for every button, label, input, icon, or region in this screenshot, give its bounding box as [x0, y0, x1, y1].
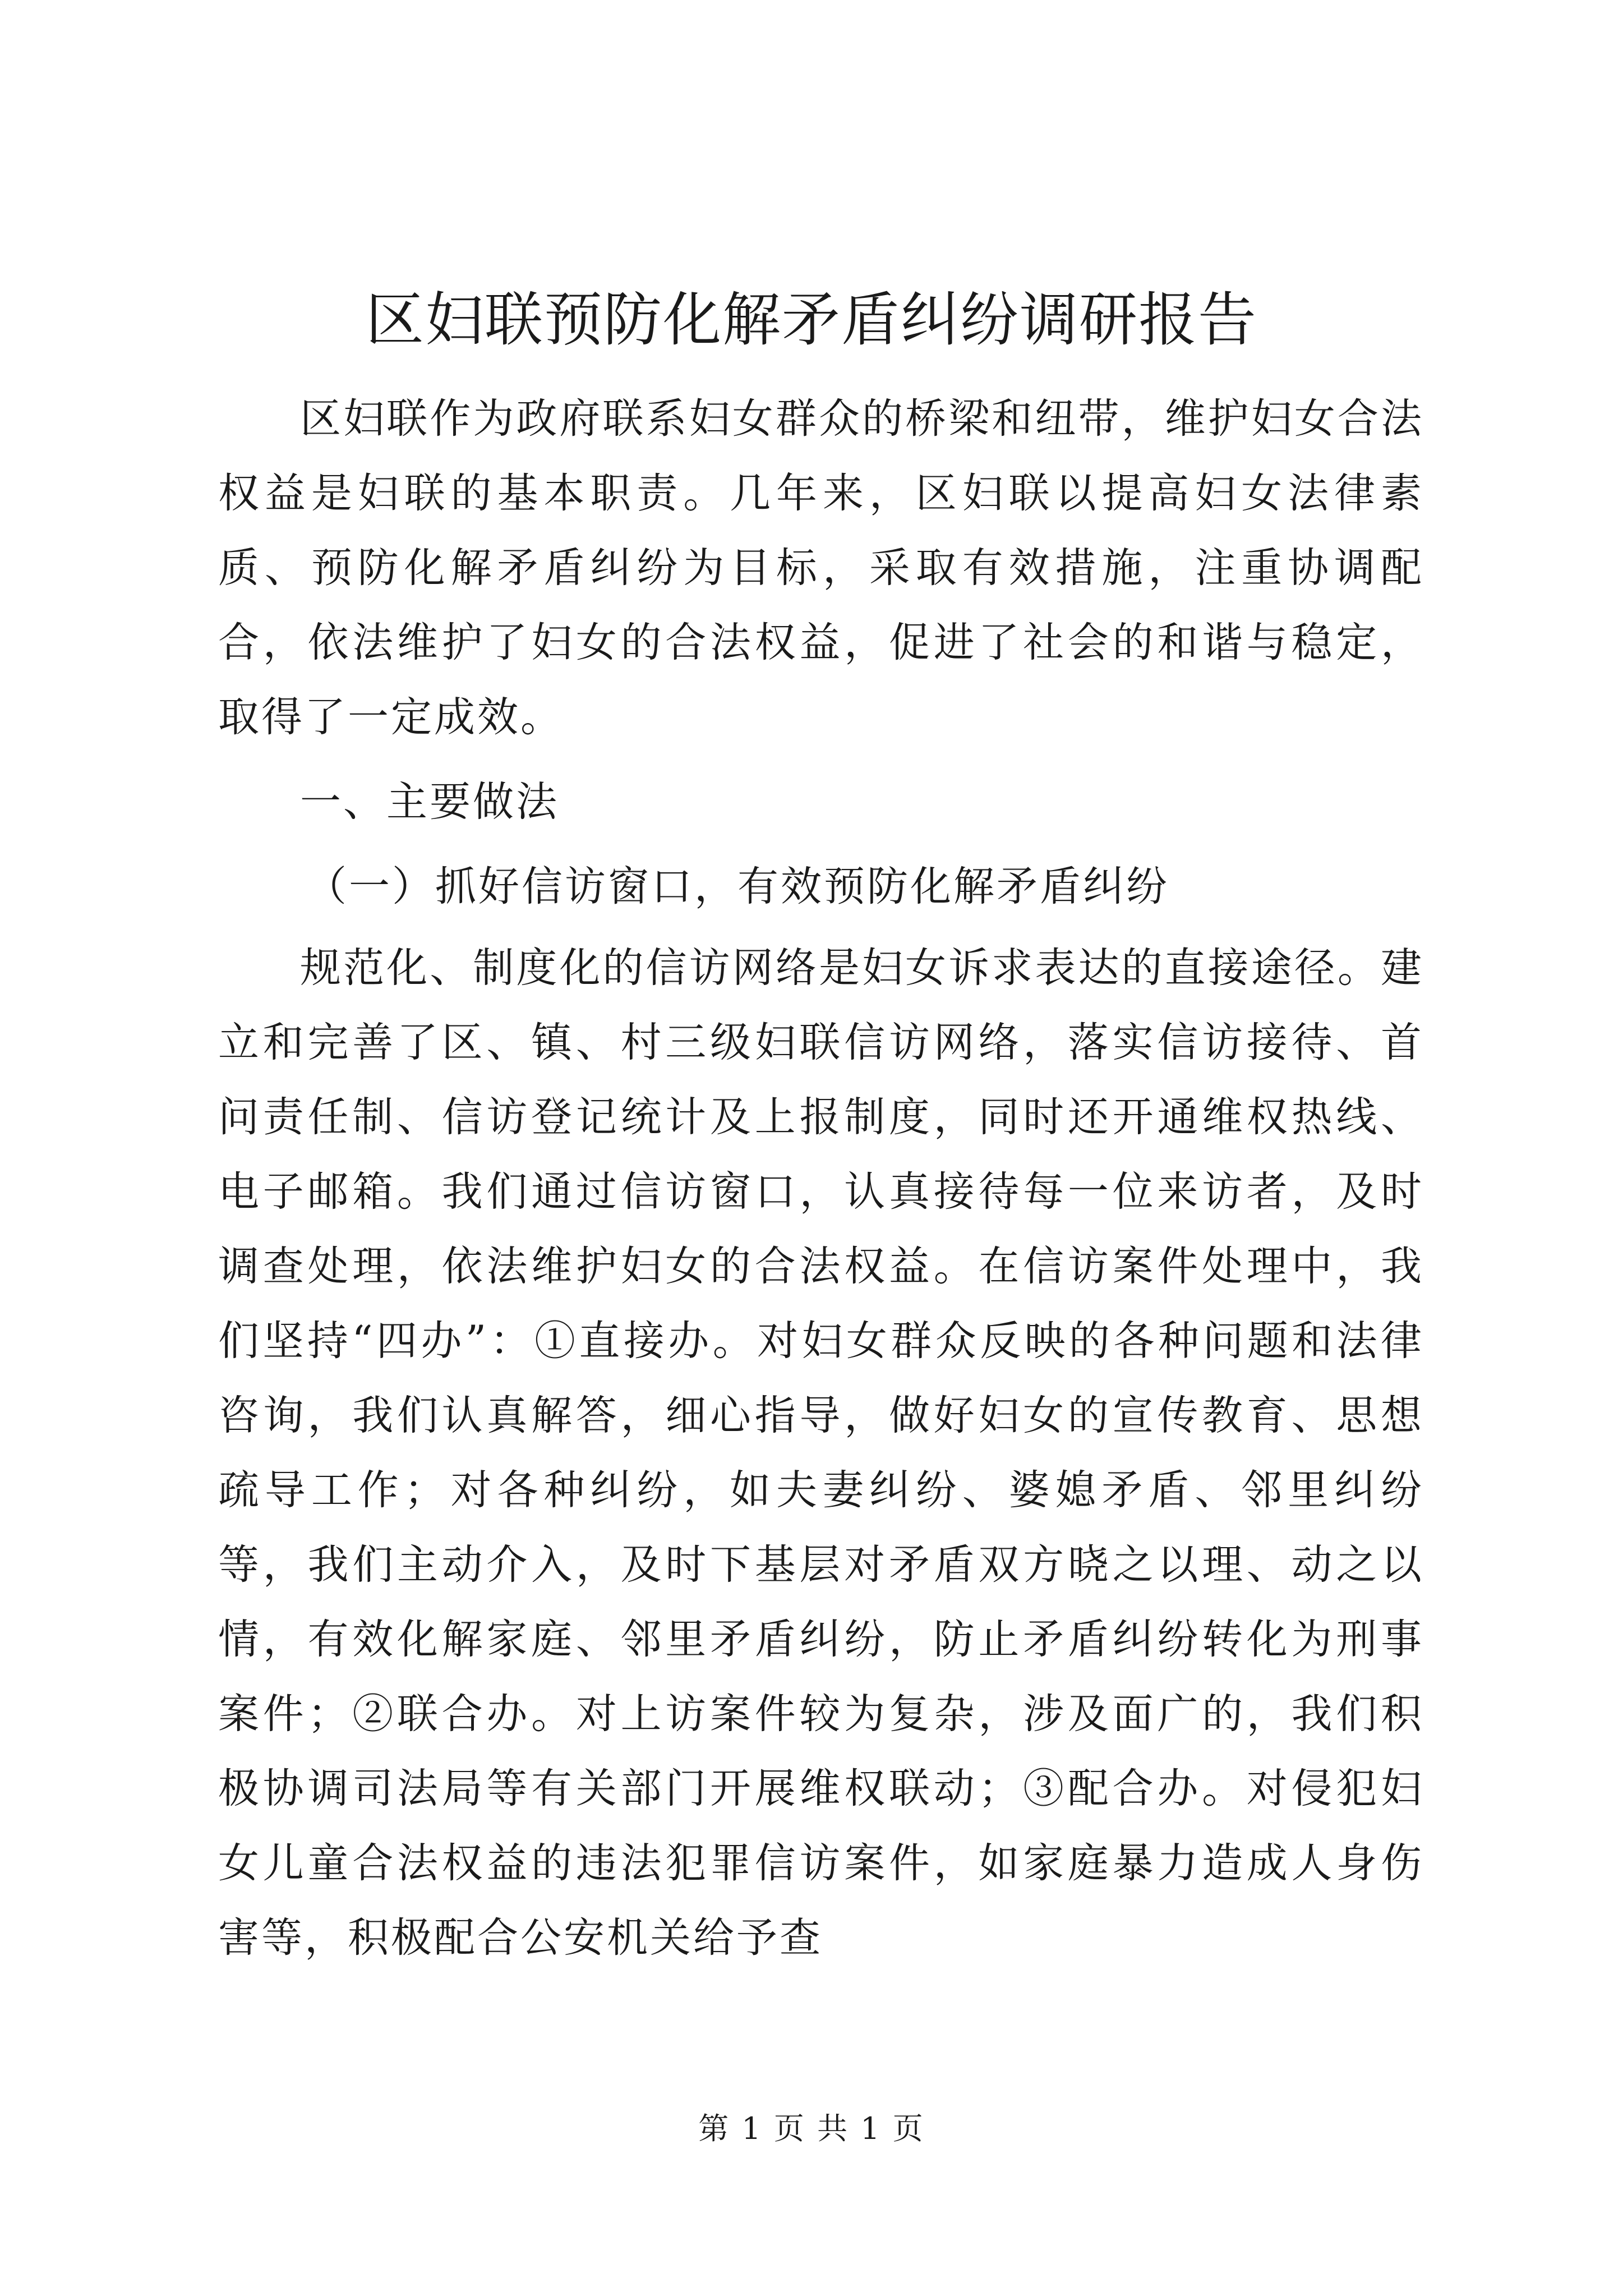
section-heading: 一、主要做法	[300, 778, 559, 826]
document-body	[218, 381, 1424, 1975]
document-title: 区妇联预防化解矛盾纠纷调研报告	[365, 286, 1257, 354]
body-paragraph: 规范化、制度化的信访网络是妇女诉求表达的直接途径。建立和完善了区、镇、村三级妇联信访网络，落实信访接待、首问责任制、信访登记统计及上报制度，同时还开通维权热线、电子邮箱。我们通过信访窗口，认真接待每一位来访者，及时调查处理，依法维护妇女的合法权益。在信访案件处理中，我们坚持“四办”：①直接办。对妇女群众反映的各种问题和法律咨询，我们认真解答，细心指导，做好妇女的宣传教育、思想疏导工作；对各种纠纷，如夫妻纠纷、婆媳矛盾、邻里纠纷等，我们主动介入，及时下基层对矛盾双方晓之以理、动之以情，有效化解家庭、邻里矛盾纠纷，防止矛盾纠纷转化为刑事案件；②联合办。对上访案件较为复杂，涉及面广的，我们积极协调司法局等有关部门开展维权联动；③配合办。对侵犯妇女儿童合法权益的违法犯罪信访案件，如家庭暴力造成人身伤害等，积极配合公安机关给予查	[218, 944, 1424, 1962]
subsection-heading: （一）抓好信访窗口，有效预防化解矛盾纠纷	[306, 863, 1169, 910]
intro-paragraph: 区妇联作为政府联系妇女群众的桥梁和纽带，维护妇女合法权益是妇联的基本职责。几年来，区妇联以提高妇女法律素质、预防化解矛盾纠纷为目标，采取有效措施，注重协调配合，依法维护了妇女的合法权益，促进了社会的和谐与稳定，取得了一定成效。	[218, 395, 1424, 741]
page-number-footer: 第 1 页 共 1 页	[698, 2111, 925, 2146]
